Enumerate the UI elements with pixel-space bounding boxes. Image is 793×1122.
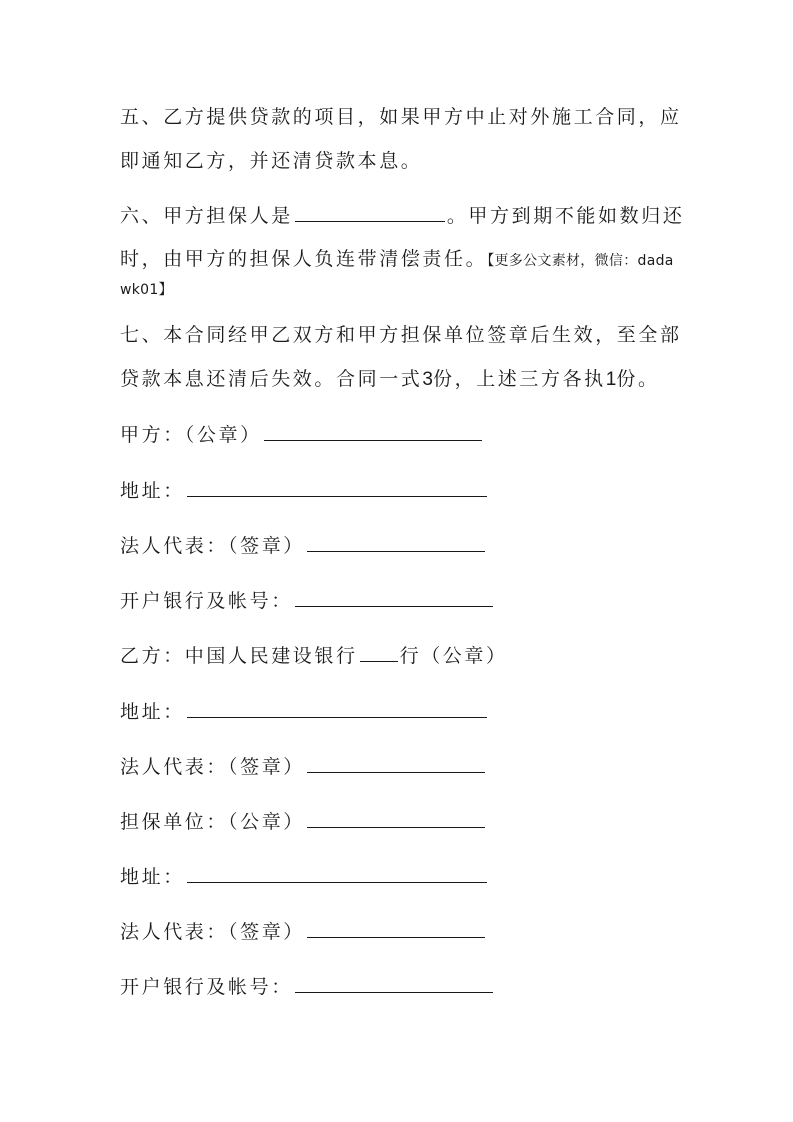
clause-6-line-1 — [120, 203, 684, 229]
party-a-seal-field[interactable] — [264, 422, 482, 441]
party-b-label-b: 行（公章） — [399, 645, 508, 667]
address-label-2: 地址： — [120, 701, 185, 723]
clause-7-text-a: 贷款本息还清后失效。合同一式 — [120, 368, 423, 390]
clause-7-text-b: 份，上述三方各执 — [432, 368, 606, 390]
legal-rep-label-3: 法人代表：（签章） — [120, 921, 305, 943]
address-field-1[interactable] — [187, 478, 487, 497]
legal-rep-row-1 — [120, 533, 487, 559]
clause-6-text-a: 六、甲方担保人是 — [120, 205, 293, 227]
bank-account-row-2 — [120, 974, 495, 1000]
party-b-label-a: 乙方：中国人民建设银行 — [120, 645, 358, 667]
legal-rep-label-2: 法人代表：（签章） — [120, 756, 305, 778]
legal-rep-row-3 — [120, 919, 487, 945]
guarantor-row — [120, 809, 487, 835]
guarantor-seal-field[interactable] — [307, 809, 485, 828]
address-field-3[interactable] — [187, 864, 487, 883]
promo-note-b: wk01】 — [120, 282, 173, 298]
legal-rep-field-1[interactable] — [307, 533, 485, 552]
legal-rep-label-1: 法人代表：（签章） — [120, 535, 305, 557]
bank-account-row-1 — [120, 588, 495, 614]
legal-rep-field-2[interactable] — [307, 754, 485, 773]
address-row-3 — [120, 864, 489, 890]
bank-account-label-1: 开户银行及帐号： — [120, 590, 293, 612]
address-field-2[interactable] — [187, 699, 487, 718]
clause-7-text-c: 份。 — [616, 368, 660, 390]
guarantor-blank[interactable] — [295, 203, 445, 222]
branch-field[interactable] — [360, 643, 398, 662]
clause-6-text-c: 时，由甲方的担保人负连带清偿责任。 — [120, 248, 488, 270]
copies-count: 3 — [422, 369, 433, 390]
clause-6-text-b: 。甲方到期不能如数归还 — [446, 205, 685, 227]
address-label-1: 地址： — [120, 480, 185, 502]
party-a-row — [120, 422, 484, 448]
legal-rep-field-3[interactable] — [307, 919, 485, 938]
bank-account-label-2: 开户银行及帐号： — [120, 976, 293, 998]
party-b-row — [120, 643, 508, 669]
clause-7-line-1: 七、本合同经甲乙双方和甲方担保单位签章后生效，至全部 — [120, 324, 682, 346]
bank-account-field-1[interactable] — [295, 588, 493, 607]
promo-note-a: 【更多公文素材，微信：dada — [487, 253, 674, 269]
guarantor-label: 担保单位：（公章） — [120, 811, 305, 833]
address-row-1 — [120, 478, 489, 504]
copies-each: 1 — [605, 369, 617, 390]
clause-5-line-1: 五、乙方提供贷款的项目，如果甲方中止对外施工合同，应 — [120, 106, 682, 128]
address-label-3: 地址： — [120, 866, 185, 888]
address-row-2 — [120, 699, 489, 725]
clause-7-line-2 — [120, 366, 660, 393]
legal-rep-row-2 — [120, 754, 487, 780]
clause-6-line-2 — [120, 246, 674, 274]
bank-account-field-2[interactable] — [295, 974, 493, 993]
party-a-label: 甲方：（公章） — [120, 424, 262, 446]
clause-5-line-2: 即通知乙方，并还清贷款本息。 — [120, 150, 423, 172]
